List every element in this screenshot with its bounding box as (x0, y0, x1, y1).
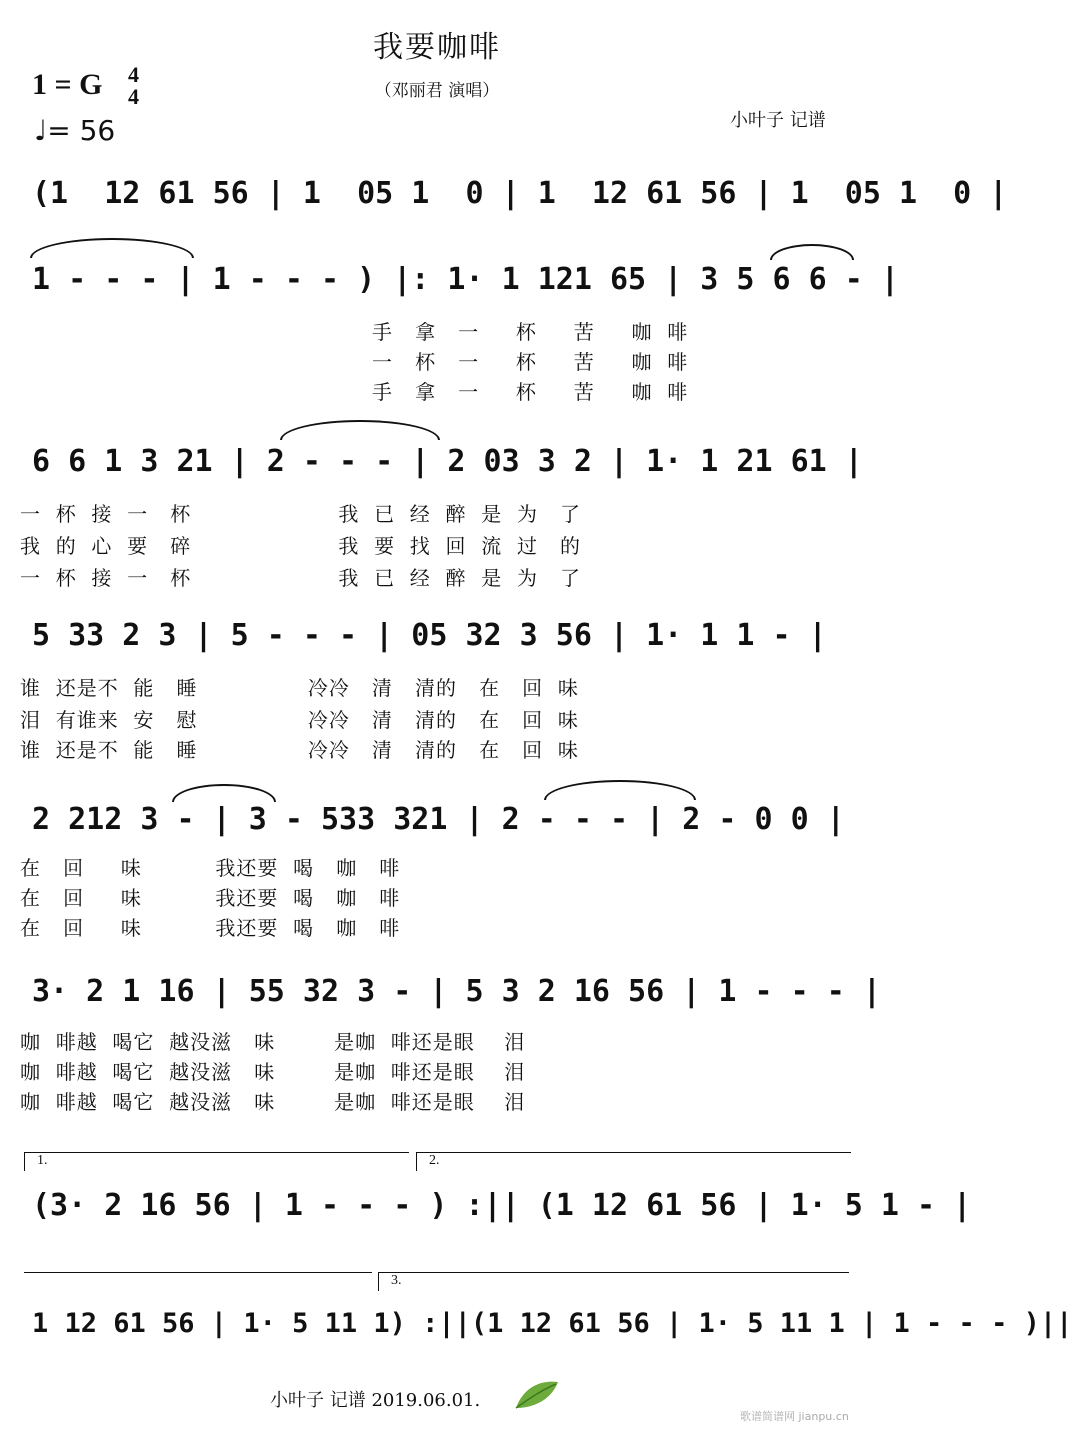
lyric-verse-2: 一 杯 一 杯 苦 咖 啡 (372, 350, 689, 374)
score-line-8 (20, 1300, 1072, 1350)
site-watermark: 歌谱简谱网 jianpu.cn (740, 1410, 849, 1423)
score-line-4 (20, 610, 854, 660)
notes: 6 6 1 3 21 | 2 - - - | 2 03 3 2 | 1· 1 21 61 | (32, 444, 863, 479)
notes: 3· 2 1 16 | 55 32 3 - | 5 3 2 16 56 | 1 - - - | (32, 974, 881, 1009)
lyric-verse-3: 手 拿 一 杯 苦 咖 啡 (372, 380, 689, 404)
time-signature (128, 64, 139, 108)
lyric-verse-2: 泪 有谁来 安 慰 冷冷 清 清的 在 回 味 (20, 708, 579, 732)
page-title: 我要咖啡 (373, 30, 501, 65)
notes: 1 - - - | 1 - - - ) |: 1· 1 121 65 | 3 5 6 6 - | (32, 262, 899, 297)
volta-bracket-2: 2. (416, 1152, 851, 1171)
lyric-verse-3: 一 杯 接 一 杯 我 已 经 醉 是 为 了 (20, 566, 582, 590)
lyric-verse-1: 咖 啡越 喝它 越没滋 味 是咖 啡还是眼 泪 (20, 1030, 526, 1054)
notes: 1 12 61 56 | 1· 5 11 1) :||(1 12 61 56 | 1· 5 11 1 | 1 - - - )|| (32, 1308, 1072, 1339)
time-signature-bottom: 4 (128, 84, 139, 109)
footer-credit: 小叶子 记谱 2019.06.01. (270, 1390, 481, 1411)
lyric-verse-1: 在 回 味 我还要 喝 咖 啡 (20, 856, 401, 880)
performer-subtitle: （邓丽君 演唱） (374, 81, 500, 101)
time-signature-top: 4 (128, 62, 139, 87)
score-line-2 (20, 254, 899, 304)
leaf-icon (512, 1378, 562, 1416)
lyric-verse-1: 手 拿 一 杯 苦 咖 啡 (372, 320, 689, 344)
notes: 2 212 3 - | 3 - 533 321 | 2 - - - | 2 - 0 0 | (32, 802, 845, 837)
notes: (1 12 61 56 | 1 05 1 0 | 1 12 61 56 | 1 05 1 0 | (32, 176, 1008, 211)
score-line-3 (20, 436, 863, 486)
tempo-marking: ♩= 56 (34, 114, 116, 147)
key-signature: 1 = G (32, 68, 103, 101)
lyric-verse-1: 谁 还是不 能 睡 冷冷 清 清的 在 回 味 (20, 676, 579, 700)
score-line-1 (20, 168, 1008, 218)
lyric-verse-3: 咖 啡越 喝它 越没滋 味 是咖 啡还是眼 泪 (20, 1090, 526, 1114)
notes: (3· 2 16 56 | 1 - - - ) :|| (1 12 61 56 | 1· 5 1 - | (32, 1188, 972, 1223)
volta-bracket-1: 1. (24, 1152, 409, 1171)
lyric-verse-3: 谁 还是不 能 睡 冷冷 清 清的 在 回 味 (20, 738, 579, 762)
volta-continuation (24, 1272, 372, 1273)
lyric-verse-2: 咖 啡越 喝它 越没滋 味 是咖 啡还是眼 泪 (20, 1060, 526, 1084)
arranger-credit: 小叶子 记谱 (730, 110, 826, 131)
score-line-6 (20, 966, 881, 1016)
lyric-verse-1: 一 杯 接 一 杯 我 已 经 醉 是 为 了 (20, 502, 582, 526)
lyric-verse-3: 在 回 味 我还要 喝 咖 啡 (20, 916, 401, 940)
volta-bracket-3: 3. (378, 1272, 849, 1291)
lyric-verse-2: 我 的 心 要 碎 我 要 找 回 流 过 的 (20, 534, 582, 558)
notes: 5 33 2 3 | 5 - - - | 05 32 3 56 | 1· 1 1 - | (32, 618, 827, 653)
score-line-7 (20, 1180, 972, 1230)
score-line-5 (20, 794, 854, 844)
lyric-verse-2: 在 回 味 我还要 喝 咖 啡 (20, 886, 401, 910)
